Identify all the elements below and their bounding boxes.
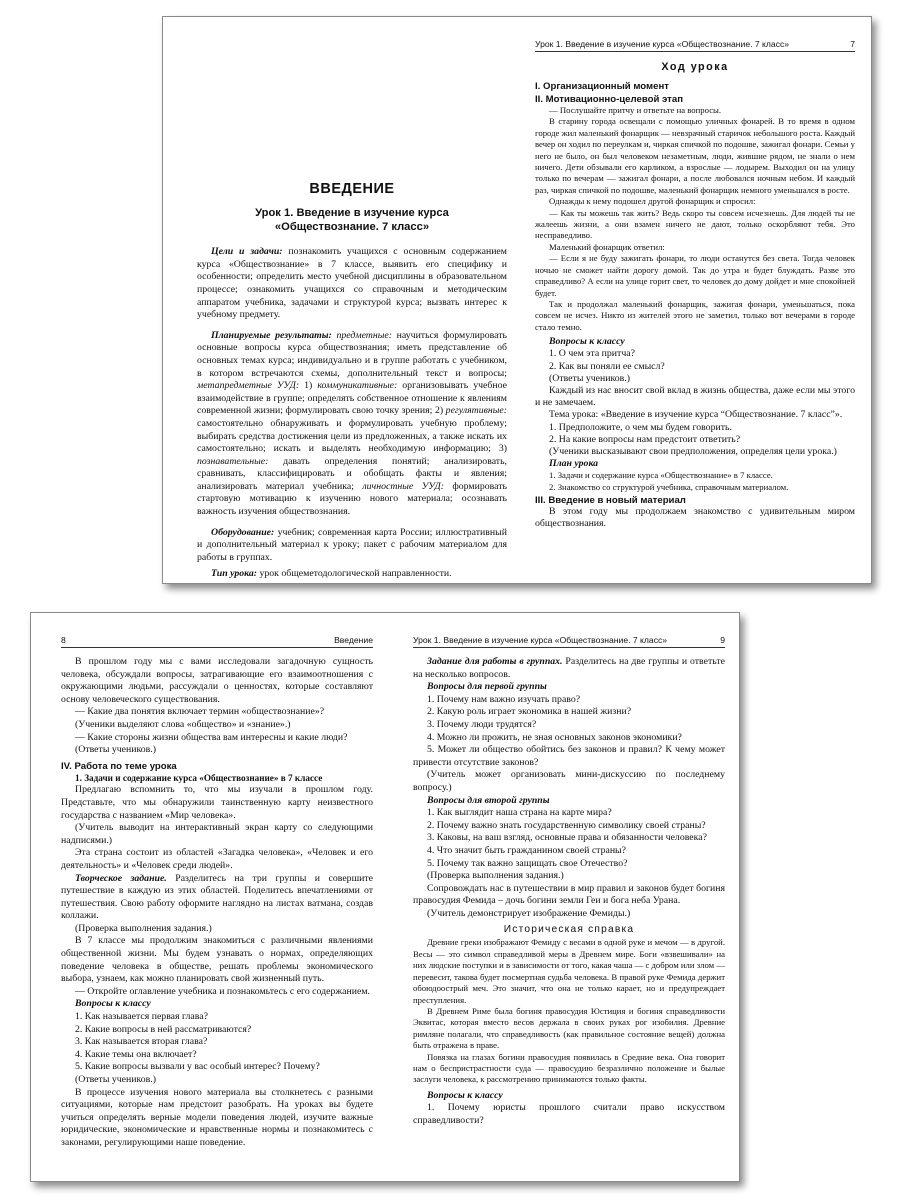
creative-task: Творческое задание. Разделитесь на три группы и совершите путешествие в каждую из этих областей. Поделитесь впечатлениями от путешествия. Свою работу оформите наглядно на листах ватмана, создав коллажи. — [61, 872, 373, 922]
bottom-book-spread — [30, 612, 740, 1182]
page-number: 9 — [720, 635, 725, 645]
stage-heading: I. Организационный момент — [535, 81, 669, 92]
lesson-type-paragraph: Тип урока: урок общеметодологической направленности. — [211, 568, 452, 580]
goals-paragraph: Цели и задачи: познакомить учащихся с основным содержанием курса «Обществознание» в 7 классе, выявить его специфику и особенности; определить место учебной дисциплины в образовательном процессе; ознакомить учащихся со справочным и методическим аппаратом учебника, задачами и структурой курса; вызвать интерес к учебному предмету. — [197, 246, 507, 321]
questions-heading: Вопросы к классу — [75, 998, 151, 1010]
parable-text: В старину города освещали с помощью уличных фонарей. В то время в одном городе жил маленький фонарщик — невзрачный старичок небольшого роста. Каждый вечер он ходил по переулкам и, чиркая спичкой по подошве, зажигал фонари. Семьи у него не было, он был человеком незаметным, люди, жившие рядом, не знали о нем ничего. Дети обзывали его карликом, а взрослые — лодырем. Выходил он на улицу только по вечерам — зажигал фонари, а после любовался ночным небом. И каждый раз, чиркая спичкой по подошве, маленький фонарщик немного уменьшался в росте. — [535, 116, 855, 195]
historical-note-heading: Историческая справка — [503, 924, 635, 936]
introduction-block — [197, 181, 507, 581]
page-number: 7 — [850, 39, 855, 49]
questions-heading: Вопросы к классу — [427, 1089, 503, 1101]
running-header: Урок 1. Введение в изучение курса «Обществознание. 7 класс» 7 — [535, 39, 855, 52]
lesson-title: Урок 1. Введение в изучение курса «Обществознание. 7 класс» — [255, 207, 449, 233]
questions-heading: Вопросы к классу — [549, 336, 625, 348]
historical-note: Древние греки изображают Фемиду с весами в одной руке и мечом — в другой. Весы — это символ справедливой меры в Древнем мире. Боги «взвешивали» на них людские поступки и в зависимости от того, какая чаша — с добром или злом — перевесит, такова будет посмертная судьба человека. В правой руке Фемида держит обоюдоострый меч. Это значит, что она не только карает, но и предупреждает преступления. В Древнем Риме была богиня правосудия Юстиция и богиня справедливости Эквитас, которая вместо весов держала в своих руках рог изобилия. Древние римляне полагали, что справедливость (как правильное состояние вещей) должна быть отражена в праве. Повязка на глазах богини правосудия появилась в Средние века. Она говорит нам о беспристрастности суда — правосудию безразлично положение и былые заслуги человека, к рассмотрению принимаются только факты. — [413, 937, 725, 1085]
stage-heading: II. Мотивационно-целевой этап — [535, 94, 684, 105]
plan-heading: План урока — [549, 458, 599, 470]
top-book-spread — [162, 16, 872, 584]
page-number: 8 — [61, 635, 66, 645]
stage-heading: IV. Работа по теме урока — [61, 760, 177, 772]
subsection-heading: 1. Задачи и содержание курса «Обществознание» в 7 классе — [75, 772, 323, 783]
intro-title: ВВЕДЕНИЕ — [309, 181, 395, 197]
running-header: 8 Введение — [61, 635, 373, 648]
results-paragraph: Планируемые результаты: предметные: научиться формулировать основные вопросы курса обществознания; иметь представление об основных темах курса; индивидуально и в группе работать с учебником, в котором встречаются схемы, дополнительный текст и вопросы; метапредметные УУД: 1) коммуникативные: организовывать учебное взаимодействие в группе; определять собственное отношение к явлениям современной жизни; формулировать свою точку зрения; 2) регулятивные: самостоятельно обнаруживать и формулировать учебную проблему; выбирать средства достижения цели из предложенных, а также искать их самостоятельно; искать и выделять необходимую информацию; 3) познавательные: давать определения понятий; анализировать, сравнивать, классифицировать и обобщать факты и явления; анализировать материал учебника; личностные УУД: формировать стартовую мотивацию к изучению нового материала; осознавать важность изучения обществознания. — [197, 329, 507, 518]
group2-heading: Вопросы для второй группы — [427, 794, 550, 806]
page-7: Урок 1. Введение в изучение курса «Обществознание. 7 класс» 7 Ход урока I. Организационный момент II. Мотивационно-целевой этап — Послушайте притчу и ответьте на вопросы. В старину города освещали с помощью уличных фонарей. В то время в одном городе жил маленький фонарщик — невзрачный старичок небольшого роста. Каждый вечер он ходил по переулкам и, чиркая спичкой по подошве, зажигал фонари. Семьи у него не было, он был человеком незаметным, люди, жившие рядом, не знали о нем ничего. Дети обзывали его карликом, а взрослые — лодырем. Выходил он на улицу только по вечерам — зажигал фонари, а после любовался ночным небом. И каждый раз, чиркая спичкой по подошве, маленький фонарщик немного уменьшался в росте. Однажды к нему подошел другой фонарщик и спросил: — Как ты можешь так жить? Ведь скоро ты совсем исчезнешь. Для людей ты не жалеешь жизни, а они взамен ничего не дают, только оскорбляют тебя. Это несправедливо. Маленький фонарщик ответил: — Если я не буду зажигать фонари, то люди останутся без света. Тогда человек ночью не сможет найти дорогу домой. Так до утра и будет блуждать. Разве это справедливо? А если на улице горит свет, то человек до дому дойдет и мне спокойней будет. Так и продолжал маленький фонарщик, зажигая фонари, уменьшаться, пока совсем не исчез. Никто из жителей этого не заметил, только вот вечерами в городе стало темно. Вопросы к классу 1. О чем эта притча? 2. Как вы поняли ее смысл? (Ответы учеников.) Каждый из нас вносит свой вклад в жизнь общества, даже если мы этого и не замечаем. Тема урока: «Введение в изучение курса “Обществознание. 7 класс”». 1. Предположите, о чем мы будем говорить. 2. На какие вопросы нам предстоит ответить? (Ученики высказывают свои предположения, определяя цели урока.) План урока 1. Задачи и содержание курса «Обществознание» в 7 классе. 2. Знакомство со структурой учебника, справочным материалом. III. Введение в новый материал В этом году мы продолжаем знакомство с удивительным миром обществознания. — [535, 39, 855, 530]
group-task: Задание для работы в группах. Разделитесь на две группы и ответьте на несколько вопросов. — [413, 656, 725, 680]
page-9: Урок 1. Введение в изучение курса «Обществознание. 7 класс» 9 Задание для работы в группах. Разделитесь на две группы и ответьте на несколько вопросов. Вопросы для первой группы 1. Почему нам важно изучать право? 2. Какую роль играет экономика в нашей жизни? 3. Почему люди трудятся? 4. Можно ли прожить, не зная основных законов экономики? 5. Может ли общество обойтись без законов и правил? К чему может привести отсутствие законов? (Учитель может организовать мини-дискуссию по последнему вопросу.) Вопросы для второй группы 1. Как выглядит наша страна на карте мира? 2. Почему важно знать государственную символику своей страны? 3. Каковы, на ваш взгляд, основные права и обязанности человека? 4. Что значит быть гражданином своей страны? 5. Почему так важно защищать свое Отечество? (Проверка выполнения задания.) Сопровождать нас в путешествии в мир правил и законов будет богиня правосудия Фемида – дочь богини земли Геи и бога неба Урана. (Учитель демонстрирует изображение Фемиды.) Историческая справка Древние греки изображают Фемиду с весами в одной руке и мечом — в другой. Весы — это символ справедливой меры в Древнем мире. Боги «взвешивали» на них людские поступки и в зависимости от того, какая чаша — с добром или злом — перевесит, такова будет посмертная судьба человека. В правой руке Фемида держит обоюдоострый меч. Это значит, что она не только карает, но и предупреждает преступления. В Древнем Риме была богиня правосудия Юстиция и богиня справедливости Эквитас, которая вместо весов держала в своих руках рог изобилия. Древние римляне полагали, что справедливость (как правильное состояние вещей) должна быть отражена в праве. Повязка на глазах богини правосудия появилась в Средние века. Она говорит нам о беспристрастности суда — правосудию безразлично положение и былые заслуги человека, к рассмотрению принимаются только факты. Вопросы к классу 1. Почему юристы прошлого считали право искусством справедливости? — [413, 635, 725, 1126]
section-title: Ход урока — [661, 61, 729, 73]
group1-heading: Вопросы для первой группы — [427, 681, 547, 693]
stage-heading: III. Введение в новый материал — [535, 495, 686, 507]
equipment-paragraph: Оборудование: учебник; современная карта России; иллюстративный и дополнительный материал к уроку; пакет с рабочим материалом для работы в группах. — [197, 526, 507, 563]
running-header: Урок 1. Введение в изучение курса «Обществознание. 7 класс» 9 — [413, 635, 725, 648]
page-8: 8 Введение В прошлом году мы с вами исследовали загадочную сущность человека, обсуждали вопросы, затрагивающие его взаимоотношения с окружающими людьми, рассуждали о ценностях, которые составляют основу человеческого существования. — Какие два понятия включает термин «обществознание»? (Ученики выделяют слова «общество» и «знание».) — Какие стороны жизни общества вам интересны и какие люди? (Ответы учеников.) IV. Работа по теме урока 1. Задачи и содержание курса «Обществознание» в 7 классе Предлагаю вспомнить то, что мы изучали в прошлом году. Представьте, что мы обнаружили таинственную карту неизвестного государства с названием «Мир человека». (Учитель выводит на интерактивный экран карту со следующими надписями.) Эта страна состоит из областей «Загадка человека», «Человек и его деятельность» и «Человек среди людей». Творческое задание. Разделитесь на три группы и совершите путешествие в каждую из этих областей. Поделитесь впечатлениями от путешествия. Свою работу оформите наглядно на листах ватмана, создав коллажи. (Проверка выполнения задания.) В 7 классе мы продолжим знакомиться с различными явлениями общественной жизни. Мы будем узнавать о нормах, определяющих поведение человека в обществе, решать проблемы экономического выбора, узнаем, как можно планировать свой жизненный путь. — Откройте оглавление учебника и познакомьтесь с его содержанием. Вопросы к классу 1. Как называется первая глава? 2. Какие вопросы в ней рассматриваются? 3. Как называется вторая глава? 4. Какие темы она включает? 5. Какие вопросы вызвали у вас особый интерес? Почему? (Ответы учеников.) В процессе изучения нового материала вы столкнетесь с разными ситуациями, которые нам предстоит разобрать. На уроках вы будете учиться определять верные модели поведения людей, изучите важные юридические, экономические и нравственные нормы и познакомитесь с законами, регулирующими наше поведение. — [61, 635, 373, 1148]
